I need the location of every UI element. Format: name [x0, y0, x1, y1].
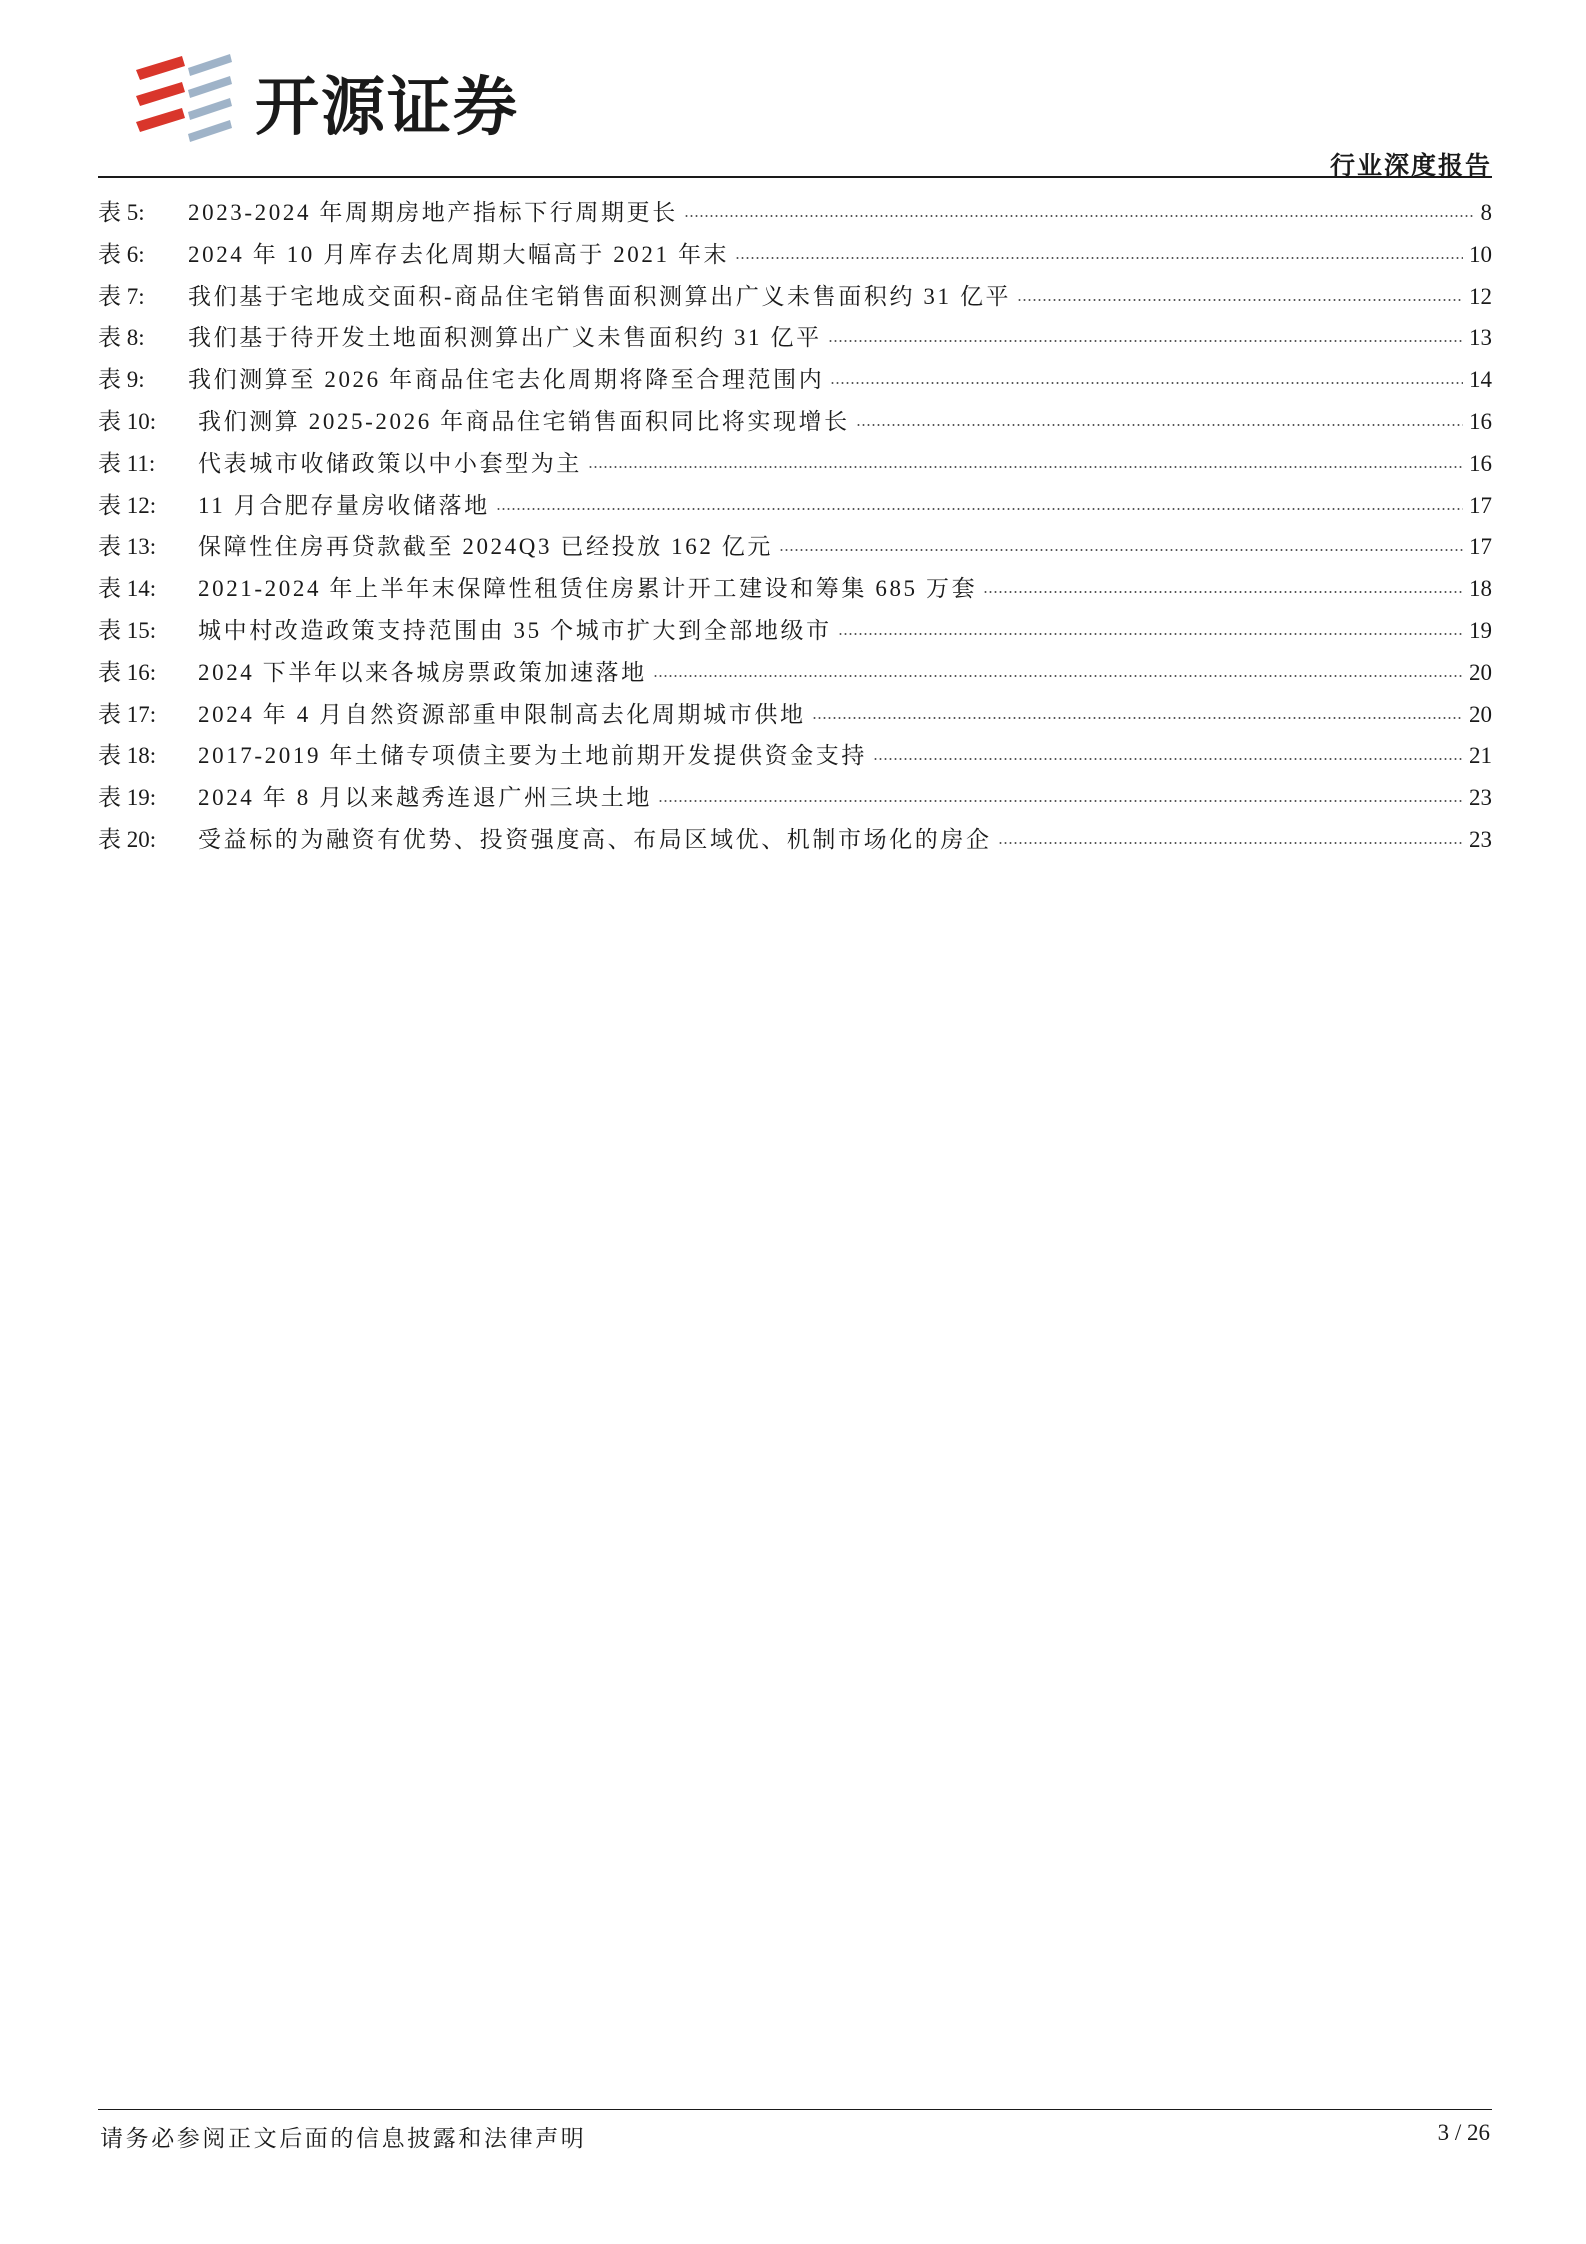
toc-dot-leader	[779, 549, 1463, 551]
toc-dot-leader	[658, 800, 1463, 802]
table-of-tables	[98, 198, 1492, 867]
brand-logo-icon	[130, 50, 240, 142]
toc-entry-page: 23	[1469, 785, 1492, 811]
toc-entry-title: 2024 年 8 月以来越秀连退广州三块土地	[198, 785, 652, 811]
toc-entry-title: 城中村改造政策支持范围由 35 个城市扩大到全部地级市	[198, 617, 832, 643]
toc-entry-page: 21	[1469, 743, 1492, 769]
toc-entry-page: 16	[1469, 450, 1492, 476]
toc-entry-label: 表 14:	[98, 576, 157, 602]
toc-entry-page: 17	[1469, 492, 1492, 518]
toc-entry-title: 我们基于宅地成交面积-商品住宅销售面积测算出广义未售面积约 31 亿平	[188, 283, 1012, 309]
page-indicator: 3 / 26	[1437, 2120, 1490, 2145]
toc-entry-page: 19	[1469, 617, 1492, 643]
toc-entry-label: 表 19:	[98, 785, 157, 811]
toc-dot-leader	[1017, 299, 1463, 301]
toc-entry[interactable]	[98, 323, 1492, 365]
footer-disclaimer: 请务必参阅正文后面的信息披露和法律声明	[100, 2126, 587, 2151]
toc-entry[interactable]	[98, 825, 1492, 867]
toc-entry[interactable]	[98, 616, 1492, 658]
toc-entry-title: 2024 年 10 月库存去化周期大幅高于 2021 年末	[188, 241, 730, 267]
footer-divider	[98, 2109, 1492, 2110]
toc-entry-title: 2023-2024 年周期房地产指标下行周期更长	[188, 200, 678, 225]
toc-entry[interactable]	[98, 741, 1492, 783]
toc-dot-leader	[838, 633, 1463, 635]
toc-entry[interactable]	[98, 532, 1492, 574]
toc-entry-title: 2024 下半年以来各城房票政策加速落地	[198, 659, 647, 685]
toc-dot-leader	[873, 758, 1463, 760]
toc-entry[interactable]	[98, 407, 1492, 449]
toc-entry-label: 表 11:	[98, 450, 156, 476]
toc-entry-label: 表 8:	[98, 325, 145, 351]
report-type: 行业深度报告	[1329, 151, 1492, 180]
toc-dot-leader	[983, 591, 1463, 593]
toc-entry-title: 我们测算 2025-2026 年商品住宅销售面积同比将实现增长	[198, 408, 850, 434]
toc-entry-label: 表 18:	[98, 743, 157, 769]
toc-entry[interactable]	[98, 658, 1492, 700]
toc-entry-page: 20	[1469, 701, 1492, 727]
toc-entry-label: 表 13:	[98, 534, 157, 560]
toc-entry-page: 12	[1469, 283, 1492, 309]
header-divider	[98, 176, 1492, 178]
toc-entry-page: 13	[1469, 325, 1492, 351]
toc-entry-label: 表 12:	[98, 492, 157, 518]
logo	[130, 50, 650, 150]
toc-entry[interactable]	[98, 700, 1492, 742]
toc-entry-title: 11 月合肥存量房收储落地	[198, 492, 490, 518]
toc-entry[interactable]	[98, 198, 1492, 240]
toc-entry-page: 8	[1480, 200, 1492, 225]
toc-entry-page: 17	[1469, 534, 1492, 560]
toc-dot-leader	[830, 382, 1463, 384]
toc-dot-leader	[812, 717, 1463, 719]
toc-entry[interactable]	[98, 783, 1492, 825]
toc-entry-title: 2021-2024 年上半年末保障性租赁住房累计开工建设和筹集 685 万套	[198, 576, 978, 602]
toc-entry-title: 代表城市收储政策以中小套型为主	[198, 450, 582, 476]
toc-entry[interactable]	[98, 282, 1492, 324]
toc-dot-leader	[684, 215, 1475, 217]
toc-entry-title: 2024 年 4 月自然资源部重申限制高去化周期城市供地	[198, 701, 806, 727]
toc-dot-leader	[735, 257, 1463, 259]
toc-entry-label: 表 20:	[98, 826, 157, 852]
toc-dot-leader	[588, 466, 1463, 468]
toc-entry-label: 表 16:	[98, 659, 157, 685]
toc-dot-leader	[856, 424, 1463, 426]
toc-entry-label: 表 7:	[98, 283, 145, 309]
toc-entry-page: 18	[1469, 576, 1492, 602]
toc-entry-title: 2017-2019 年土储专项债主要为土地前期开发提供资金支持	[198, 743, 868, 769]
toc-entry-label: 表 10:	[98, 408, 157, 434]
toc-entry[interactable]	[98, 365, 1492, 407]
toc-entry-title: 我们测算至 2026 年商品住宅去化周期将降至合理范围内	[188, 367, 825, 393]
toc-entry[interactable]	[98, 449, 1492, 491]
toc-entry-title: 保障性住房再贷款截至 2024Q3 已经投放 162 亿元	[198, 534, 774, 560]
toc-entry-page: 20	[1469, 659, 1492, 685]
toc-dot-leader	[653, 675, 1463, 677]
toc-entry-label: 表 9:	[98, 367, 145, 393]
brand-name: 开源证券	[255, 71, 519, 145]
toc-entry-label: 表 5:	[98, 200, 145, 225]
page-header	[0, 0, 1586, 180]
toc-dot-leader	[496, 508, 1463, 510]
toc-entry-title: 受益标的为融资有优势、投资强度高、布局区域优、机制市场化的房企	[198, 826, 992, 852]
toc-entry-page: 16	[1469, 408, 1492, 434]
toc-entry-page: 23	[1469, 826, 1492, 852]
toc-entry-label: 表 6:	[98, 241, 145, 267]
toc-entry-title: 我们基于待开发土地面积测算出广义未售面积约 31 亿平	[188, 325, 822, 351]
toc-entry[interactable]	[98, 491, 1492, 533]
toc-entry-label: 表 17:	[98, 701, 157, 727]
toc-entry-page: 10	[1469, 241, 1492, 267]
toc-entry-label: 表 15:	[98, 617, 157, 643]
toc-dot-leader	[998, 842, 1463, 844]
toc-entry-page: 14	[1469, 367, 1492, 393]
toc-entry[interactable]	[98, 574, 1492, 616]
toc-dot-leader	[828, 340, 1463, 342]
toc-entry[interactable]	[98, 240, 1492, 282]
